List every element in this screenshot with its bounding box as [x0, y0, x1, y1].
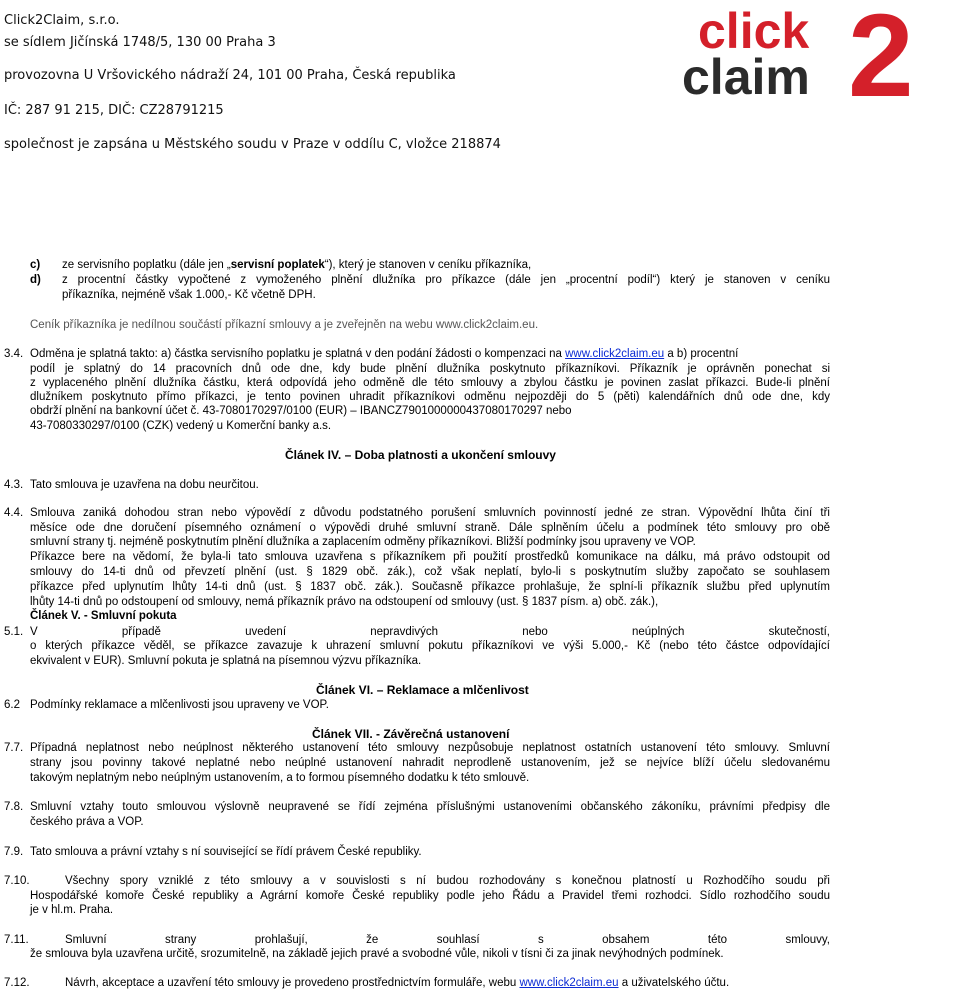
logo-digit-2: 2: [848, 4, 914, 100]
clause-7-11-number: 7.11.: [4, 934, 29, 946]
clause-4-3-number: 4.3.: [4, 479, 24, 491]
clause-7-10-line3: je v hl.m. Praha.: [30, 904, 114, 916]
logo-word-claim: claim: [682, 49, 810, 100]
clause-5-1-line1: V případě uvedení nepravdivých nebo neúplných skutečností,: [30, 626, 830, 638]
clause-4-4-number: 4.4.: [4, 507, 24, 519]
clause-4-4-line6: příkazce před uplynutím lhůty 14-ti dnů (ust. § 1837 obč. zák.). Současně příkazce prohlašuje, že splní-li příkazník službu před uplynutím: [30, 581, 830, 593]
clause-7-12-text: Návrh, akceptace a uzavření této smlouvy je provedeno prostřednictvím formuláře, webu www.click2claim.eu a uživatelského účtu.: [65, 977, 730, 989]
item-d-line2: příkazníka, nejméně však 1.000,- Kč včetně DPH.: [62, 289, 316, 301]
item-d-line1: z procentní částky vypočtené z vymoženého plnění dlužníka pro příkazce (dále jen „procentní podíl“) který je stanoven v ceníku: [62, 274, 830, 286]
clause-4-4-line1: Smlouva zaniká dohodou stran nebo výpovědí z důvodu podstatného porušení smluvních povinností jedné ze stran. Výpovědní lhůta činí tři: [30, 507, 830, 519]
clause-6-2-text: Podmínky reklamace a mlčenlivosti jsou upraveny ve VOP.: [30, 699, 329, 711]
clause-4-4-line4: Příkazce bere na vědomí, že byla-li tato smlouva uzavřena s příkazníkem při použití prostředků komunikace na dálku, má právo odstoupit od: [30, 551, 830, 563]
clause-7-8-line1: Smluvní vztahy touto smlouvou výslovně neupravené se řídí zejména příslušnými ustanoveními občanského zákoníku, právními předpisy dle: [30, 801, 830, 813]
clause-7-10-number: 7.10.: [4, 875, 30, 887]
clause-7-9-number: 7.9.: [4, 846, 24, 858]
clause-5-1-number: 5.1.: [4, 626, 24, 638]
clause-3-4-line2: podíl je splatný do 14 pracovních dnů ode dne, kdy bude plnění dlužníka poskytnuto příkazníkovi. Příkazník je oprávněn ponechat si: [30, 363, 830, 375]
clause-4-4-line7: lhůty 14-ti dnů po odstoupení od smlouvy, nemá příkazník právo na odstoupení od smlouvy (ust. § 1837 písm. a) obč. zák.),: [30, 596, 659, 608]
website-link-2[interactable]: www.click2claim.eu: [519, 977, 619, 989]
clause-7-7-line1: Případná neplatnost nebo neúplnost některého ustanovení této smlouvy nezpůsobuje neplatnost ostatních ustanovení této smlouvy. Smluvní: [30, 742, 830, 754]
article-5-title: Článek V. - Smluvní pokuta: [30, 610, 177, 622]
clause-7-11-line1: Smluvní strany prohlašují, že souhlasí s obsahem této smlouvy,: [65, 934, 830, 946]
item-c-text: ze servisního poplatku (dále jen „servisní poplatek“), který je stanoven v ceníku příkazníka,: [62, 259, 532, 271]
item-d-label: d): [30, 274, 41, 286]
clause-7-9-text: Tato smlouva a právní vztahy s ní související se řídí právem České republiky.: [30, 846, 422, 858]
click2claim-logo: [680, 4, 960, 100]
clause-7-12-number: 7.12.: [4, 977, 30, 989]
item-c-label: c): [30, 259, 41, 271]
company-ids: IČ: 287 91 215, DIČ: CZ28791215: [4, 103, 224, 118]
clause-3-4-line4: dlužníkem poskytnuto přímo příkazci, je tento povinen uhradit příkazníkovi odměnu nejpozději do 5 (pěti) kalendářních dnů ode dne, kdy: [30, 391, 830, 403]
clause-4-4-line3: smluvní strany tj. nejméně poskytnutím plnění dlužníka a zaplacením odměny příkazníkovi. Bližší podmínky jsou upraveny ve VOP.: [30, 536, 696, 548]
article-6-title: Článek VI. – Reklamace a mlčenlivost: [316, 683, 529, 697]
clause-3-4-line3: z vyplaceného plnění dlužníka částku, která odpovídá jeho odměně dle této smlouvy a zbylou částku je povinen zaslat příkazci. Bude-li plnění: [30, 377, 830, 389]
clause-3-4-line5: obdrží plnění na bankovní účet č. 43-7080170297/0100 (EUR) – IBANCZ7901000000437080170297 nebo: [30, 405, 572, 417]
clause-7-8-number: 7.8.: [4, 801, 24, 813]
article-4-title: Článek IV. – Doba platnosti a ukončení smlouvy: [285, 448, 556, 462]
company-seat: se sídlem Jičínská 1748/5, 130 00 Praha 3: [4, 35, 276, 50]
clause-5-1-line2: o kterých příkazce věděl, se příkazce zavazuje k uhrazení smluvní pokutu příkazníkovi ve výši 5.000,- Kč (nebo této částce odpovídající: [30, 640, 830, 652]
clause-7-11-line2: že smlouva byla uzavřena určitě, srozumitelně, na základě jejich pravé a svobodné vůle, nikoli v tísni či za jinak nevýhodných podmínek.: [30, 948, 724, 960]
clause-3-4-line1: Odměna je splatná takto: a) částka servisního poplatku je splatná v den podání žádosti o kompenzaci na www.click2claim.eu a b) procentní: [30, 348, 739, 360]
clause-4-4-line2: měsíce ode dne doručení písemného oznámení o výpovědi druhé smluvní straně. Dále splněním účelu a podmínek této smlouvy pro obě: [30, 522, 830, 534]
company-registry: společnost je zapsána u Městského soudu v Praze v oddílu C, vložce 218874: [4, 137, 501, 152]
clause-5-1-line3: ekvivalent v EUR). Smluvní pokuta je splatná na písemnou výzvu příkazníka.: [30, 655, 422, 667]
clause-7-10-line2: Hospodářské komoře České republiky a Agrární komoře České republiky podle jeho Řádu a Pravidel třemi rozhodci. Sídlo rozhodčího soudu: [30, 890, 830, 902]
clause-6-2-number: 6.2: [4, 699, 20, 711]
clause-7-10-line1: Všechny spory vzniklé z této smlouvy a v souvislosti s ní budou rozhodovány s konečnou platností u Rozhodčího soudu při: [65, 875, 830, 887]
clause-7-7-line2: strany jsou povinny takové neplatné nebo neúplné ustanovení nahradit neprodleně ustanovením, jež se nejvíce blíží účelu sledovanému: [30, 757, 830, 769]
cenik-note: Ceník příkazníka je nedílnou součástí příkazní smlouvy a je zveřejněn na webu www.click2claim.eu.: [30, 319, 539, 331]
website-link[interactable]: www.click2claim.eu: [565, 348, 665, 360]
article-7-title: Článek VII. - Závěrečná ustanovení: [312, 727, 510, 741]
company-branch: provozovna U Vršovického nádraží 24, 101 00 Praha, Česká republika: [4, 68, 456, 83]
clause-4-3-text: Tato smlouva je uzavřena na dobu neurčitou.: [30, 479, 259, 491]
company-name: Click2Claim, s.r.o.: [4, 13, 120, 28]
clause-7-7-line3: takovým neplatným nebo neúplným ustanovením, a to formou písemného dodatku k této smlouvě.: [30, 772, 530, 784]
clause-3-4-number: 3.4.: [4, 348, 24, 360]
clause-7-7-number: 7.7.: [4, 742, 24, 754]
logo-word-click: click: [698, 4, 810, 59]
clause-7-8-line2: českého práva a VOP.: [30, 816, 144, 828]
clause-3-4-line6: 43-7080330297/0100 (CZK) vedený u Komerční banky a.s.: [30, 420, 332, 432]
clause-4-4-line5: smlouvy do 14-ti dnů od převzetí plnění (ust. § 1829 obč. zák.), což však neplatí, bylo-li s poskytnutím služby započato se souhlasem: [30, 566, 830, 578]
